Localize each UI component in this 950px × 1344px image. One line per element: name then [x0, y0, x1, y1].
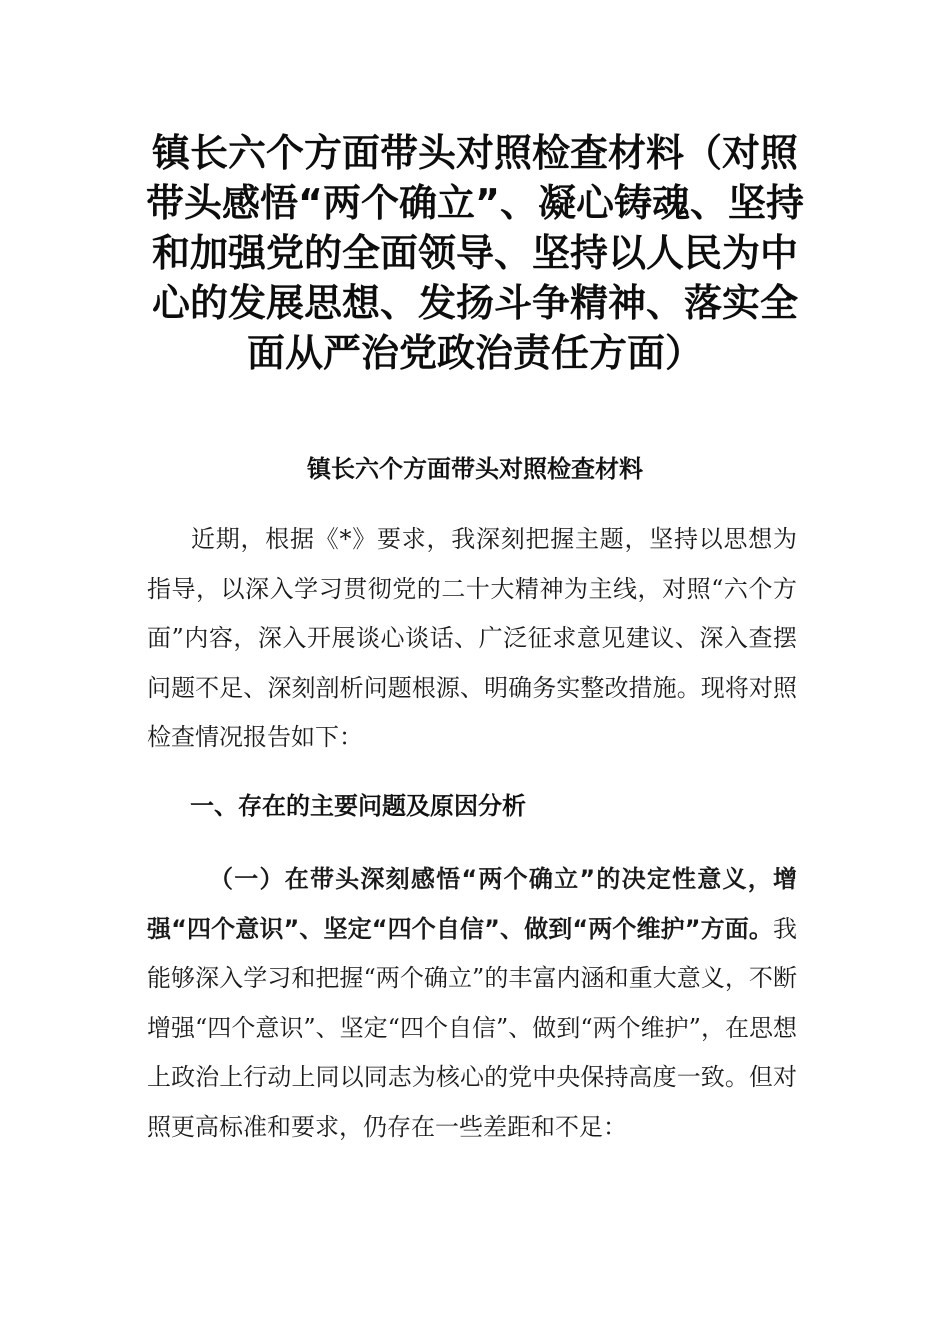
subsection-bold-lead: （一）在带头深刻感悟“两个确立”的决定性意义，增强“四个意识”、坚定“四个自信”、做到“两个维护”方面。 [147, 865, 797, 943]
section-heading-problems: 一、存在的主要问题及原因分析 [190, 792, 526, 820]
document-main-title: 镇长六个方面带头对照检查材料（对照带头感悟“两个确立”、凝心铸魂、坚持和加强党的全面领导、坚持以人民为中心的发展思想、发扬斗争精神、落实全面从严治党政治责任方面） [146, 131, 804, 375]
subsection-body-text: 我能够深入学习和把握“两个确立”的丰富内涵和重大意义，不断增强“四个意识”、坚定“四个自信”、做到“两个维护”，在思想上政治上行动上同以同志为核心的党中央保持高度一致。但对照更高标准和要求，仍存在一些差距和不足： [147, 914, 797, 1141]
intro-paragraph: 近期，根据《*》要求，我深刻把握主题，坚持以思想为指导，以深入学习贯彻党的二十大精神为主线，对照“六个方面”内容，深入开展谈心谈话、广泛征求意见建议、深入查摆问题不足、深刻剖析问题根源、明确务实整改措施。现将对照检查情况报告如下： [147, 525, 797, 751]
subsection-paragraph [147, 855, 797, 1152]
document-subtitle: 镇长六个方面带头对照检查材料 [307, 455, 643, 483]
